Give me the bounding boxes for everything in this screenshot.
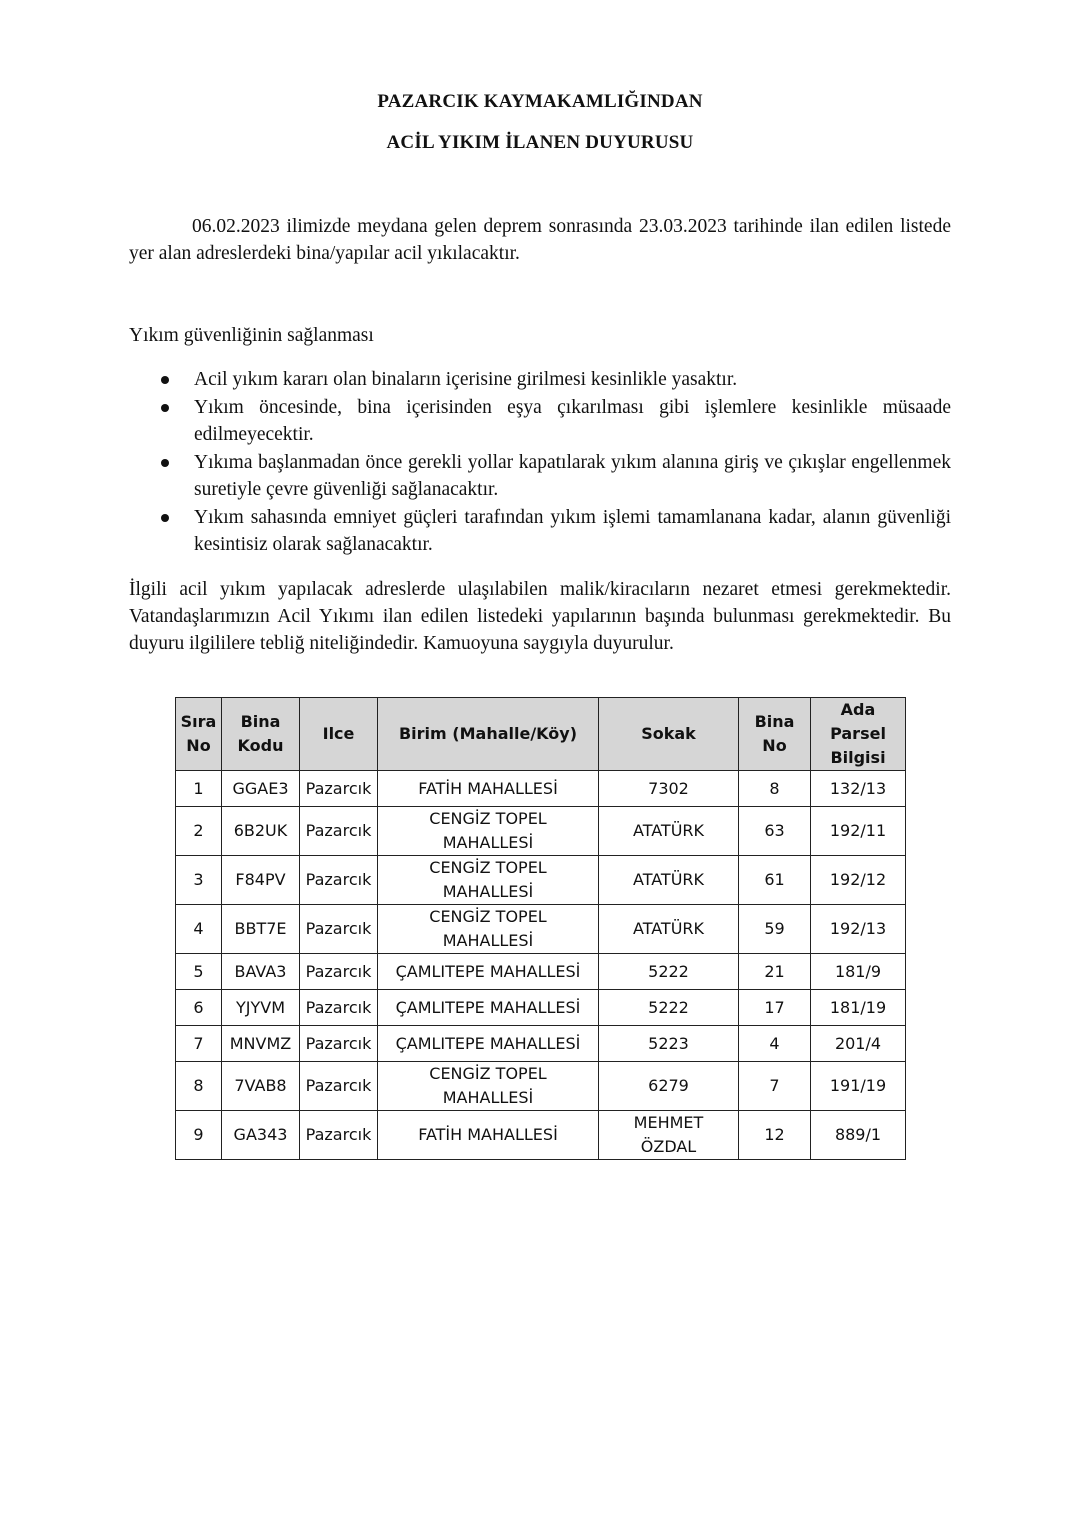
demolition-table [175,697,906,1160]
cell-bina-no: 12 [739,1111,811,1160]
cell-sokak: 6279 [599,1062,739,1111]
cell-birim: ÇAMLITEPE MAHALLESİ [378,954,599,990]
table-row [176,1062,906,1111]
header-birim: Birim (Mahalle/Köy) [378,698,599,771]
cell-sira: 2 [176,807,222,856]
document-title: PAZARCIK KAYMAKAMLIĞINDAN [377,91,703,112]
cell-birim: CENGİZ TOPEL MAHALLESİ [378,856,599,905]
cell-ada-parsel: 192/13 [811,905,906,954]
bullet-icon [161,376,169,384]
cell-sira: 4 [176,905,222,954]
cell-ada-parsel: 192/11 [811,807,906,856]
table-row [176,905,906,954]
cell-sira: 3 [176,856,222,905]
cell-sokak: 5222 [599,954,739,990]
cell-bina-no: 4 [739,1026,811,1062]
table-row [176,1111,906,1160]
cell-bina-kodu: 7VAB8 [222,1062,300,1111]
header-bina-kodu: Bina Kodu [222,698,300,771]
cell-sokak: ATATÜRK [599,856,739,905]
cell-birim: CENGİZ TOPEL MAHALLESİ [378,1062,599,1111]
cell-ada-parsel: 201/4 [811,1026,906,1062]
cell-sokak: ATATÜRK [599,807,739,856]
header-ilce: Ilce [300,698,378,771]
cell-bina-no: 59 [739,905,811,954]
cell-bina-no: 61 [739,856,811,905]
bullet-item [129,366,951,394]
table-row [176,856,906,905]
bullet-text: Acil yıkım kararı olan binaların içerisine girilmesi kesinlikle yasaktır. [194,369,738,390]
cell-ada-parsel: 192/12 [811,856,906,905]
safety-heading: Yıkım güvenliğinin sağlanması [129,325,374,346]
header-bina-no: Bina No [739,698,811,771]
cell-sokak: 7302 [599,771,739,807]
cell-birim: FATİH MAHALLESİ [378,771,599,807]
cell-sira: 6 [176,990,222,1026]
cell-bina-no: 21 [739,954,811,990]
cell-ada-parsel: 889/1 [811,1111,906,1160]
cell-bina-kodu: GGAE3 [222,771,300,807]
bullet-item [129,394,951,449]
cell-ilce: Pazarcık [300,1062,378,1111]
bullet-icon [161,459,169,467]
cell-ilce: Pazarcık [300,905,378,954]
bullet-item [129,504,951,559]
cell-bina-kodu: F84PV [222,856,300,905]
cell-ada-parsel: 132/13 [811,771,906,807]
cell-ilce: Pazarcık [300,771,378,807]
cell-ilce: Pazarcık [300,1026,378,1062]
cell-sokak: 5222 [599,990,739,1026]
cell-sokak: 5223 [599,1026,739,1062]
table-row [176,990,906,1026]
bullet-icon [161,404,169,412]
cell-ada-parsel: 191/19 [811,1062,906,1111]
cell-ada-parsel: 181/9 [811,954,906,990]
cell-birim: ÇAMLITEPE MAHALLESİ [378,990,599,1026]
intro-paragraph: 06.02.2023 ilimizde meydana gelen deprem sonrasında 23.03.2023 tarihinde ilan edilen listede yer alan adreslerdeki bina/yapılar acil yıkılacaktır. [129,216,951,264]
cell-ilce: Pazarcık [300,856,378,905]
bullet-text: Yıkıma başlanmadan önce gerekli yollar kapatılarak yıkım alanına giriş ve çıkışlar engellenmek suretiyle çevre güvenliği sağlanacaktır. [194,451,951,500]
bullet-text: Yıkım öncesinde, bina içerisinden eşya çıkarılması gibi işlemlere kesinlikle müsaade edilmeyecektir. [194,396,951,445]
table-row [176,771,906,807]
safety-bullet-list [129,366,951,559]
header-sira-no: Sıra No [176,698,222,771]
cell-bina-no: 7 [739,1062,811,1111]
cell-ilce: Pazarcık [300,954,378,990]
cell-bina-kodu: YJYVM [222,990,300,1026]
table-row [176,954,906,990]
cell-bina-no: 17 [739,990,811,1026]
table-row [176,1026,906,1062]
table-header-row [176,698,906,771]
cell-ada-parsel: 181/19 [811,990,906,1026]
table-row [176,807,906,856]
cell-bina-no: 8 [739,771,811,807]
cell-sokak: MEHMET ÖZDAL [599,1111,739,1160]
cell-ilce: Pazarcık [300,1111,378,1160]
cell-sira: 9 [176,1111,222,1160]
cell-sira: 8 [176,1062,222,1111]
cell-bina-kodu: BAVA3 [222,954,300,990]
header-sokak: Sokak [599,698,739,771]
cell-birim: CENGİZ TOPEL MAHALLESİ [378,905,599,954]
cell-ilce: Pazarcık [300,807,378,856]
cell-bina-kodu: 6B2UK [222,807,300,856]
cell-bina-no: 63 [739,807,811,856]
cell-sira: 5 [176,954,222,990]
cell-bina-kodu: BBT7E [222,905,300,954]
cell-birim: FATİH MAHALLESİ [378,1111,599,1160]
cell-birim: ÇAMLITEPE MAHALLESİ [378,1026,599,1062]
header-ada-parsel: Ada Parsel Bilgisi [811,698,906,771]
document-subtitle: ACİL YIKIM İLANEN DUYURUSU [386,132,694,153]
cell-sokak: ATATÜRK [599,905,739,954]
bullet-text: Yıkım sahasında emniyet güçleri tarafından yıkım işlemi tamamlanana kadar, alanın güvenliği kesintisiz olarak sağlanacaktır. [194,506,951,555]
cell-sira: 7 [176,1026,222,1062]
bullet-icon [161,514,169,522]
cell-birim: CENGİZ TOPEL MAHALLESİ [378,807,599,856]
cell-ilce: Pazarcık [300,990,378,1026]
cell-bina-kodu: MNVMZ [222,1026,300,1062]
cell-sira: 1 [176,771,222,807]
bullet-item [129,449,951,504]
closing-paragraph: İlgili acil yıkım yapılacak adreslerde ulaşılabilen malik/kiracıların nezaret etmesi gerekmektedir. Vatandaşlarımızın Acil Yıkımı ilan edilen listedeki yapılarının başında bulunması gerekmektedir. Bu duyuru ilgililere tebliğ niteliğindedir. Kamuoyuna saygıyla duyurulur. [129,579,951,654]
cell-bina-kodu: GA343 [222,1111,300,1160]
